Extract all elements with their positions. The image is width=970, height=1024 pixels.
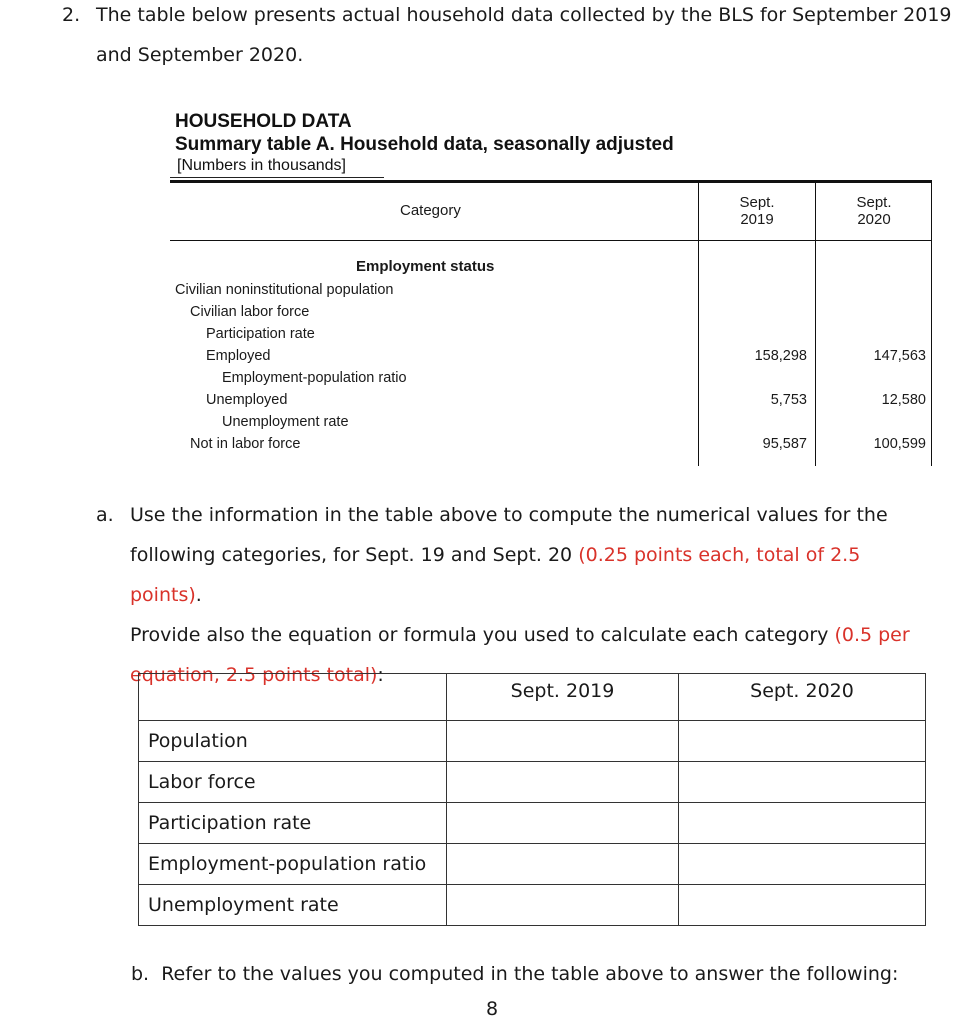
category-header: Category [400,202,461,219]
employment-status-heading: Employment status [356,258,495,275]
row-value-2020: 100,599 [873,436,926,452]
answer-cell-2020[interactable] [679,844,926,885]
row-value-2019: 158,298 [754,348,807,364]
row-label: Civilian labor force [190,304,310,320]
sept-2019-header-text: Sept. 2019 [739,194,775,228]
header-cell-2019: Sept. 2019 [447,674,679,721]
row-label-cell: Labor force [139,762,447,803]
question-text-line1: The table below presents actual household data collected by the BLS for September 2019 [96,4,952,26]
table-row [170,279,703,301]
row-value-2019: 5,753 [770,392,807,408]
points-note: (0.5 per [834,624,910,646]
part-a-text: Use the information in the table above to compute the numerical values for the following categories, for Sept. 19 and Sept. 20 (0.25 points each, total of 2.5 points). Provide also the equation or formula you used to calculate each category (0.5 per equation, 2.5 points total): [130,504,910,686]
note-underline [170,177,384,178]
row-label: Employed [206,348,271,364]
numbers-note: [Numbers in thousands] [177,157,346,174]
answer-cell-2019[interactable] [447,803,679,844]
table-top-rule [170,180,932,183]
table-row [139,721,926,762]
answer-cell-2020[interactable] [679,762,926,803]
part-a-label: a. [96,504,114,526]
part-a-line1: Use the information in the table above to compute the numerical values for the [130,504,888,526]
answer-cell-2019[interactable] [447,762,679,803]
table-row [170,345,734,367]
row-label-cell: Unemployment rate [139,885,447,926]
row-label: Civilian noninstitutional population [175,282,394,298]
table-row [139,762,926,803]
table-header-rule [170,240,932,241]
row-label-cell: Employment-population ratio [139,844,447,885]
row-label-cell: Participation rate [139,803,447,844]
question-text-line2: and September 2020. [96,44,304,66]
table-row [139,885,926,926]
answer-cell-2020[interactable] [679,721,926,762]
sept-2020-header [816,194,932,228]
question-number: 2. [62,4,81,26]
table-row [139,844,926,885]
sept-2020-header-text: Sept. 2020 [856,194,892,228]
answer-cell-2019[interactable] [447,885,679,926]
answer-cell-2020[interactable] [679,803,926,844]
part-b [131,963,898,985]
row-label: Unemployment rate [222,414,349,430]
household-data-title: HOUSEHOLD DATA [175,111,352,132]
table-row [170,367,750,389]
answer-cell-2019[interactable] [447,844,679,885]
part-a-line2: following categories, for Sept. 19 and Sept. 20 [130,544,573,566]
table-row [170,411,750,433]
table-row [170,323,734,345]
answer-table [138,673,926,926]
part-b-label: b. [131,963,150,985]
points-note: equation, 2.5 points total) [130,664,378,686]
row-value-2019: 95,587 [762,436,807,452]
sept-2019-header [699,194,815,228]
table-row [170,433,718,455]
answer-cell-2019[interactable] [447,721,679,762]
summary-table-subtitle: Summary table A. Household data, seasonally adjusted [175,134,674,155]
row-label: Not in labor force [190,436,301,452]
row-label: Unemployed [206,392,288,408]
page-number: 8 [486,998,499,1020]
row-value-2020: 147,563 [873,348,926,364]
points-note: (0.25 points each, total of 2.5 points) [130,544,861,606]
answer-table-header-row [139,674,926,721]
header-cell [139,674,447,721]
table-row [139,803,926,844]
row-label: Employment-population ratio [222,370,407,386]
table-row [170,389,734,411]
table-row [170,301,718,323]
part-b-text: Refer to the values you computed in the table above to answer the following: [161,963,899,985]
household-data-table [170,180,932,466]
row-value-2020: 12,580 [881,392,926,408]
part-a-line3: Provide also the equation or formula you used to calculate each category [130,624,829,646]
header-cell-2020: Sept. 2020 [679,674,926,721]
row-label: Participation rate [206,326,315,342]
answer-cell-2020[interactable] [679,885,926,926]
row-label-cell: Population [139,721,447,762]
